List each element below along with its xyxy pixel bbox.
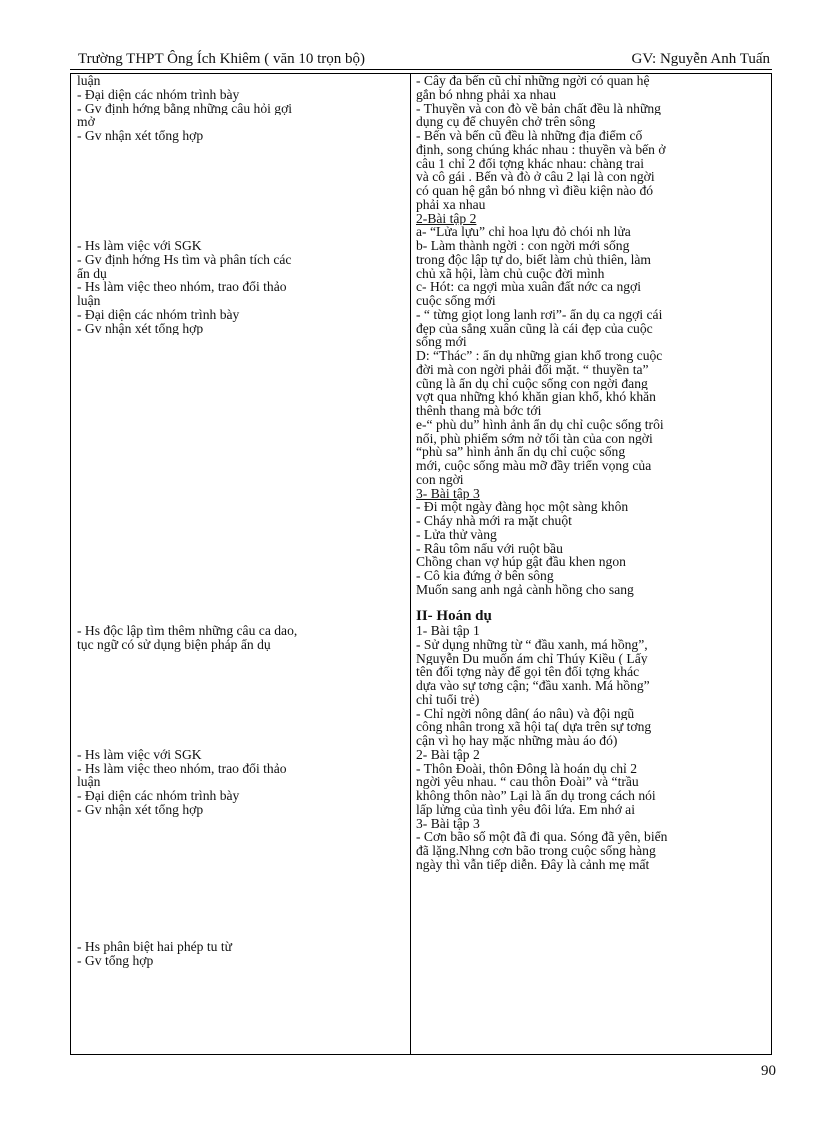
activity-line: [77, 157, 407, 171]
content-line: 1- Bài tập 1: [416, 624, 480, 638]
activity-line: - Gv định hớng bằng những câu hỏi gợi: [77, 101, 293, 116]
content-line: dựa vào sự tơng cận; “đầu xanh. Má hồng”: [416, 679, 650, 693]
activity-line: [77, 817, 407, 831]
activity-line: [77, 473, 407, 487]
activity-line: [77, 610, 407, 624]
content-line: - Cây đa bến cũ chỉ những ngời có quan hệ: [416, 74, 650, 88]
lesson-table: [70, 73, 772, 1055]
activity-line: [77, 528, 407, 542]
content-line: câu 1 chỉ 2 đối tợng khác nhau: chàng trai: [416, 156, 645, 171]
content-line: - “ từng giọt long lanh rơi”- ẩn dụ ca ngợi cái: [416, 307, 663, 322]
activity-line: - Gv nhận xét tổng hợp: [77, 321, 204, 336]
content-line: c- Hót: ca ngợi mùa xuân đất nớc ca ngợi: [416, 280, 642, 294]
content-line: - Thuyền và con đò về bản chất đều là những: [416, 101, 661, 116]
activity-line: tục ngữ có sử dụng biện pháp ẩn dụ: [77, 637, 271, 652]
activity-line: [77, 418, 407, 432]
content-line: e-“ phù du” hình ảnh ẩn dụ chỉ cuộc sống trôi: [416, 417, 664, 432]
activity-line: [77, 583, 407, 597]
activity-line: [77, 432, 407, 446]
activity-line: [77, 913, 407, 927]
activity-line: [77, 665, 407, 679]
activity-line: [77, 693, 407, 707]
content-line: gắn bó nhng phải xa nhau: [416, 87, 557, 102]
content-line: cuộc sống mới: [416, 294, 496, 308]
activity-line: [77, 377, 407, 391]
activity-line: - Hs làm việc theo nhóm, trao đổi thảo: [77, 280, 287, 294]
content-line: công nhân trong xã hội ta( dựa trên sự tơng: [416, 720, 652, 734]
content-line: vợt qua những khó khăn gian khổ, khó khăn: [416, 390, 656, 404]
content-line: - Bến và bến cũ đều là những địa điểm cố: [416, 129, 643, 143]
content-line: ngày thì vẫn tiếp diễn. Đây là cảnh mẹ mất: [416, 857, 650, 872]
content-line: - Râu tôm nấu với ruột bầu: [416, 541, 563, 556]
content-line: “phù sa” hình ảnh ẩn dụ chỉ cuộc sống: [416, 445, 626, 459]
activity-line: [77, 542, 407, 556]
activity-line: - Đại diện các nhóm trình bày: [77, 307, 240, 322]
activity-line: luận: [77, 294, 101, 308]
content-line: con ngời: [416, 472, 464, 487]
content-line: lấp lửng của tình yêu đôi lứa. Em nhớ ai: [416, 802, 635, 817]
activity-line: - Hs làm việc với SGK: [77, 747, 202, 762]
activity-line: [77, 872, 407, 886]
content-line: Muốn sang anh ngả cành hồng cho sang: [416, 582, 634, 597]
activity-line: [77, 225, 407, 239]
header-school: Trường THPT Ông Ích Khiêm ( văn 10 trọn bộ): [78, 51, 366, 67]
activity-line: [77, 707, 407, 721]
activity-line: [77, 858, 407, 872]
activity-line: - Hs làm việc với SGK: [77, 239, 202, 253]
content-line: mới, cuộc sống màu mỡ đầy triển vọng của: [416, 459, 652, 473]
content-line: và cô gái . Bến và đò ở câu 2 lại là con ngời: [416, 170, 655, 184]
activity-line: [77, 184, 407, 198]
content-line: đời mà con ngời phải đối mặt. “ thuyền ta”: [416, 362, 649, 377]
activity-line: [77, 514, 407, 528]
activity-line: [77, 652, 407, 666]
activity-line: ẩn dụ: [77, 266, 107, 281]
activity-line: [77, 487, 407, 501]
content-line: dụng cụ để chuyên chở trên sông: [416, 115, 596, 129]
content-line: 2-Bài tập 2: [416, 211, 477, 226]
content-line: Nguyễn Du muốn ám chỉ Thúy Kiều ( Lấy: [416, 651, 648, 666]
content-line: - Chỉ ngời nông dân( áo nâu) và đội ngũ: [416, 706, 635, 721]
activity-line: [77, 459, 407, 473]
activity-line: - Hs làm việc theo nhóm, trao đổi thảo: [77, 761, 287, 776]
content-line: D: “Thác” : ẩn dụ những gian khổ trong cuộc: [416, 349, 663, 363]
content-line: chủ xã hội, làm chủ cuộc đời mình: [416, 266, 605, 281]
activity-line: [77, 335, 407, 349]
activity-line: - Đại diện các nhóm trình bày: [77, 87, 240, 102]
content-line: trong độc lập tự do, biết làm chủ thiên, làm: [416, 252, 652, 267]
content-line: 2- Bài tập 2: [416, 747, 480, 762]
content-line: định, song chúng khác nhau : thuyền và bến ở: [416, 142, 666, 157]
activity-line: [77, 597, 407, 611]
activity-line: [77, 844, 407, 858]
content-line: b- Làm thành ngời : con ngời mới sống: [416, 239, 630, 253]
content-line: sống mới: [416, 335, 467, 349]
content-line: chỉ tuổi trẻ): [416, 692, 480, 707]
content-line: II- Hoán dụ: [416, 610, 492, 624]
activity-line: [77, 927, 407, 941]
activity-line: luận: [77, 775, 101, 789]
activity-line: [77, 734, 407, 748]
content-line: có quan hệ gắn bó nhng vì điều kiện nào đó: [416, 184, 654, 198]
activity-line: [77, 679, 407, 693]
activity-line: [77, 198, 407, 212]
activity-line: [77, 445, 407, 459]
content-line: - Cơn bão số một đã đi qua. Sóng đã yên, biển: [416, 830, 668, 844]
activity-line: [77, 363, 407, 377]
activity-line: [77, 899, 407, 913]
activity-line: mở: [77, 115, 95, 129]
activity-line: [77, 569, 407, 583]
activity-line: [77, 500, 407, 514]
activity-line: - Gv nhận xét tổng hợp: [77, 129, 204, 143]
activity-line: [77, 555, 407, 569]
activity-line: - Gv nhận xét tổng hợp: [77, 802, 204, 817]
content-line: Chồng chan vợ húp gật đầu khen ngon: [416, 555, 626, 569]
activity-line: [77, 404, 407, 418]
content-line: tên đối tợng này để gọi tên đối tợng khác: [416, 665, 640, 679]
activity-line: - Đại diện các nhóm trình bày: [77, 789, 240, 803]
activity-line: - Gv định hớng Hs tìm và phân tích các: [77, 252, 292, 267]
content-line: - Cô kia đứng ở bên sông: [416, 569, 554, 583]
page-number: 90: [761, 1063, 776, 1079]
content-line: ngời yêu nhau. “ cau thôn Đoài” và “trầu: [416, 775, 639, 789]
content-line: 3- Bài tập 3: [416, 486, 480, 501]
activity-line: [77, 720, 407, 734]
activity-line: [77, 885, 407, 899]
activity-line: [77, 170, 407, 184]
content-line: đẹp của sắng xuân cũng là cái đẹp của cuộc: [416, 321, 653, 336]
content-line: a- “Lửa lựu” chỉ hoa lựu đỏ chói nh lửa: [416, 225, 631, 239]
header-rule: [70, 69, 772, 70]
activity-line: - Gv tổng hợp: [77, 954, 154, 968]
content-line: đã lặng.Nhng cơn bão trong cuộc sống hàng: [416, 844, 656, 858]
activity-line: [77, 830, 407, 844]
content-line: không thôn nào” Lại là ẩn dụ trong cách nói: [416, 789, 656, 803]
activity-line: [77, 349, 407, 363]
content-line: - Thôn Đoài, thôn Đông là hoán dụ chỉ 2: [416, 761, 637, 776]
content-line: [416, 597, 768, 611]
content-line: cũng là ẩn dụ chỉ cuộc sống con ngời đang: [416, 376, 648, 391]
activity-line: - Hs độc lập tìm thêm những câu ca dao,: [77, 624, 298, 638]
content-line: nổi, phù phiếm sớm nở tối tàn của con ngời: [416, 431, 653, 446]
header-teacher: GV: Nguyễn Anh Tuấn: [631, 51, 770, 67]
content-column: [416, 74, 768, 872]
activity-line: - Hs phân biệt hai phép tu từ: [77, 940, 232, 954]
page-header: [78, 50, 770, 68]
content-line: - Cháy nhà mới ra mặt chuột: [416, 514, 572, 528]
content-line: phải xa nhau: [416, 197, 486, 212]
content-line: - Đi một ngày đàng học một sàng khôn: [416, 500, 629, 514]
activities-column: [77, 74, 407, 968]
activity-line: [77, 390, 407, 404]
content-line: 3- Bài tập 3: [416, 816, 480, 831]
content-line: thênh thang mà bớc tới: [416, 404, 542, 418]
content-line: - Lửa thử vàng: [416, 527, 497, 542]
activity-line: [77, 212, 407, 226]
activity-line: [77, 143, 407, 157]
content-line: cận vì họ hay mặc những màu áo đó): [416, 734, 618, 748]
activity-line: luận: [77, 74, 101, 88]
content-line: - Sử dụng những từ “ đầu xanh, má hồng”,: [416, 637, 648, 652]
column-divider: [410, 74, 411, 1054]
